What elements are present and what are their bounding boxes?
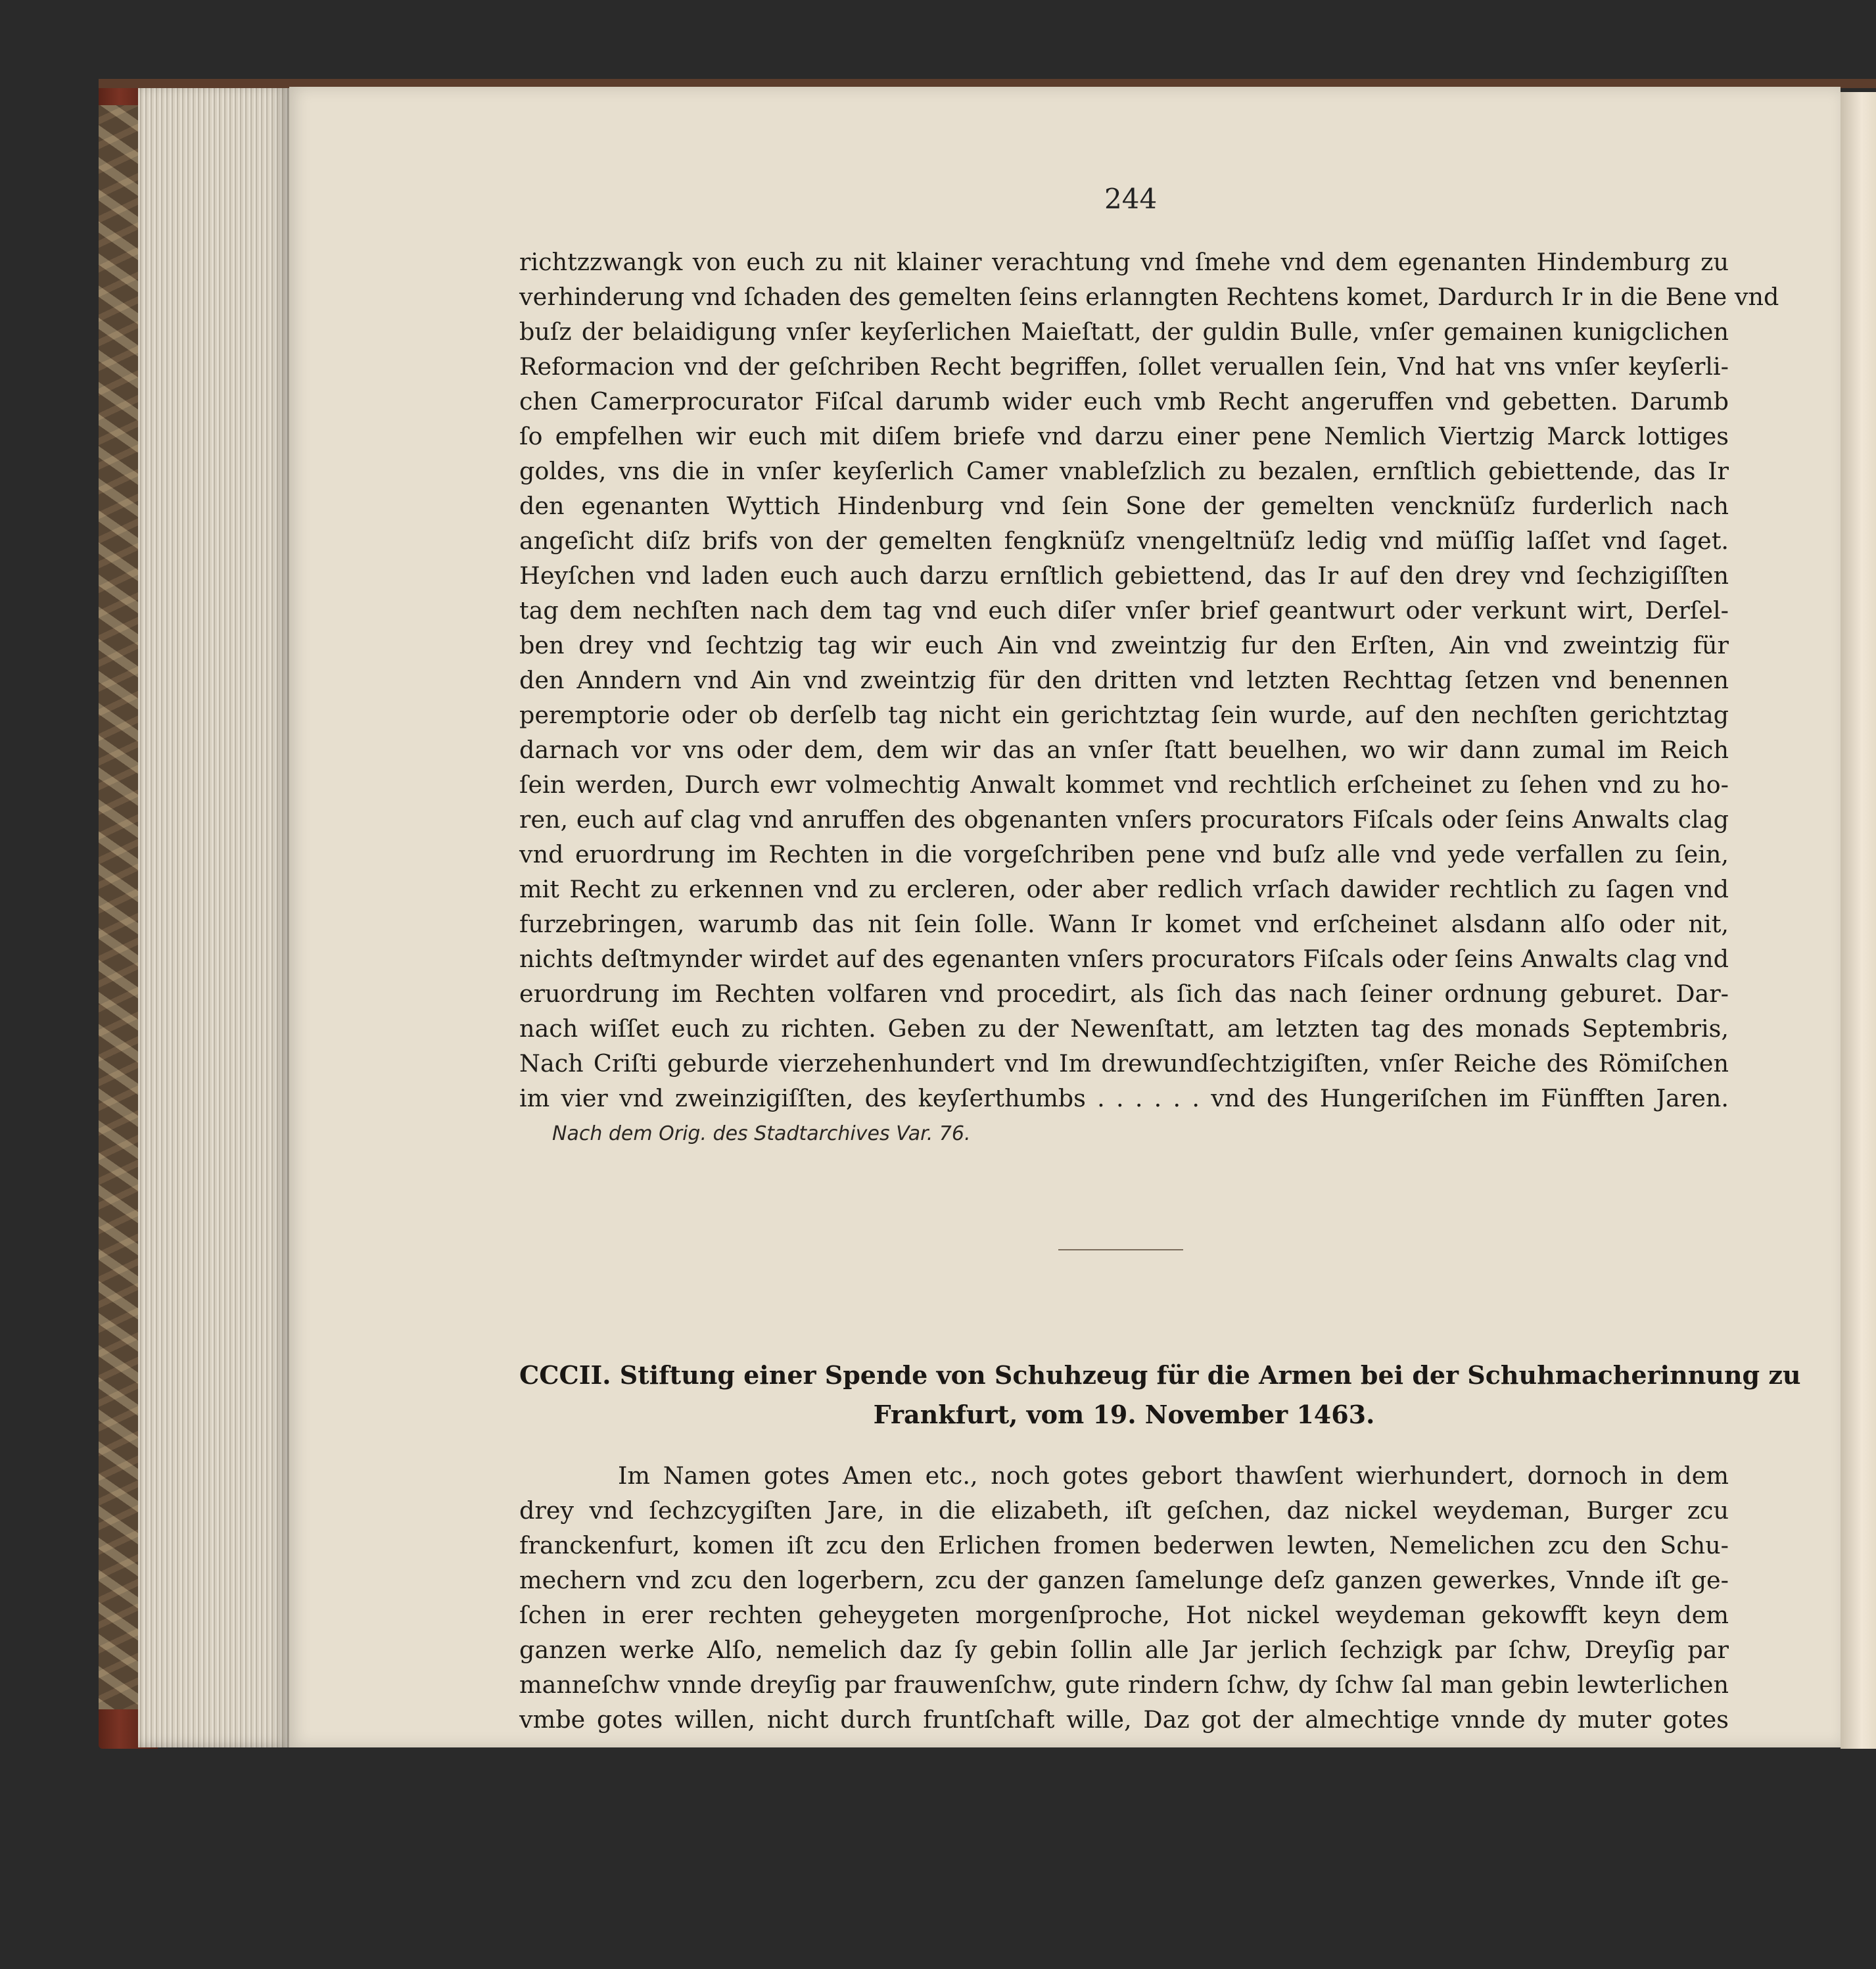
body-line: buſz der belaidigung vnſer keyſerlichen Maieſtatt, der guldin Bulle, vnſer gemainen kunigclichen bbox=[519, 318, 1729, 346]
body-line: tag dem nechſten nach dem tag vnd euch diſer vnſer brief geantwurt oder verkunt wirt, Derſel- bbox=[519, 596, 1729, 625]
body-line: franckenfurt, komen iſt zcu den Erlichen fromen bederwen lewten, Nemelichen zcu den Schu- bbox=[519, 1531, 1729, 1559]
body-line: furzebringen, warumb das nit ſein ſolle. Wann Ir komet vnd erſcheinet alsdann alſo oder nit, bbox=[519, 910, 1729, 938]
body-line: chen Camerprocurator Fiſcal darumb wider euch vmb Recht angeruffen vnd gebetten. Darumb bbox=[519, 387, 1729, 415]
body-line: den egenanten Wyttich Hindenburg vnd ſein Sone der gemelten vencknüſz furderlich nach bbox=[519, 492, 1729, 520]
body-line: ſchen in erer rechten geheygeten morgenſproche, Hot nickel weydeman gekowfft keyn dem bbox=[519, 1601, 1729, 1629]
body-line: peremptorie oder ob derſelb tag nicht ein gerichtztag ſein wurde, auf den nechſten gerichtztag bbox=[519, 701, 1729, 729]
heading-line-1: CCCII. Stiftung einer Spende von Schuhzeug für die Armen bei der Schuhmacherinnung zu bbox=[519, 1360, 1801, 1390]
body-line: ganzen werke Alſo, nemelich daz ſy gebin ſollin alle Jar jerlich ſechzigk par ſchw, Dreyſig par bbox=[519, 1636, 1729, 1664]
facing-page-edge bbox=[1841, 92, 1876, 1749]
body-line: mit Recht zu erkennen vnd zu ercleren, oder aber redlich vrſach dawider rechtlich zu ſagen vnd bbox=[519, 875, 1729, 903]
body-line: Nach Criſti geburde vierzehenhundert vnd Im drewundſechtzigiſten, vnſer Reiche des Römiſchen bbox=[519, 1049, 1729, 1078]
body-line: ren, euch auf clag vnd anruffen des obgenanten vnſers procurators Fiſcals oder ſeins Anwalts clag bbox=[519, 805, 1729, 834]
body-line: verhinderung vnd ſchaden des gemelten ſeins erlanngten Rechtens komet, Dardurch Ir in die Bene vnd bbox=[519, 283, 1779, 311]
body-line: richtzzwangk von euch zu nit klainer verachtung vnd ſmehe vnd dem egenanten Hindemburg zu bbox=[519, 248, 1729, 276]
body-line: nach wiſſet euch zu richten. Geben zu der Newenſtatt, am letzten tag des monads Septembris, bbox=[519, 1014, 1729, 1043]
body-line: nichts deſtmynder wirdet auf des egenanten vnſers procurators Fiſcals oder ſeins Anwalts clag vnd bbox=[519, 945, 1729, 973]
body-line: den Anndern vnd Ain vnd zweintzig für den dritten vnd letzten Rechttag ſetzen vnd benennen bbox=[519, 666, 1729, 694]
body-line: vnd eruordrung im Rechten in die vorgeſchriben pene vnd buſz alle vnd yede verfallen zu ſein, bbox=[519, 840, 1729, 868]
page-number: 244 bbox=[1104, 183, 1158, 215]
body-line: ſo empfelhen wir euch mit diſem briefe vnd darzu einer pene Nemlich Viertzig Marck lottiges bbox=[519, 422, 1729, 450]
body-line: angeſicht diſz brifs von der gemelten fengknüſz vnengeltnüſz ledig vnd müſſig laſſet vnd ſaget. bbox=[519, 527, 1729, 555]
body-line: Im Namen gotes Amen etc., noch gotes gebort thawſent wierhundert, dornoch in dem bbox=[618, 1461, 1729, 1490]
section-divider bbox=[1058, 1249, 1183, 1250]
body-line: eruordrung im Rechten volfaren vnd procedirt, als ſich das nach ſeiner ordnung geburet. Dar- bbox=[519, 980, 1729, 1008]
body-line: ſein werden, Durch ewr volmechtig Anwalt kommet vnd rechtlich erſcheinet zu ſehen vnd zu ho- bbox=[519, 771, 1729, 799]
body-line: goldes, vns die in vnſer keyſerlich Camer vnableſzlich zu bezalen, ernſtlich gebiettende, das Ir bbox=[519, 457, 1729, 485]
marbled-endpaper bbox=[99, 105, 138, 1709]
heading-line-2: Frankfurt, vom 19. November 1463. bbox=[873, 1400, 1375, 1429]
body-line: mechern vnd zcu den logerbern, zcu der ganzen ſamelunge deſz ganzen gewerkes, Vnnde iſt ge- bbox=[519, 1566, 1729, 1594]
section-heading bbox=[519, 1356, 1801, 1435]
page-edges bbox=[138, 84, 289, 1747]
body-line: drey vnd ſechzcygiſten Jare, in die elizabeth, iſt geſchen, daz nickel weydeman, Burger zcu bbox=[519, 1496, 1729, 1525]
source-note: Nach dem Orig. des Stadtarchives Var. 76. bbox=[552, 1122, 971, 1145]
document-body-2 bbox=[519, 1458, 1729, 1737]
body-line: Heyſchen vnd laden euch auch darzu ernſtlich gebiettend, das Ir auf den drey vnd ſechzigiſſten bbox=[519, 561, 1729, 590]
body-line: vmbe gotes willen, nicht durch fruntſchaft wille, Daz got der almechtige vnnde dy muter gotes bbox=[519, 1705, 1729, 1734]
document-body bbox=[519, 245, 1779, 1116]
body-line: darnach vor vns oder dem, dem wir das an vnſer ſtatt beuelhen, wo wir dann zumal im Reich bbox=[519, 736, 1729, 764]
body-line: Reformacion vnd der geſchriben Recht begriffen, ſollet veruallen ſein, Vnd hat vns vnſer keyſerli- bbox=[519, 352, 1729, 381]
body-line: manneſchw vnnde dreyſig par frauwenſchw, gute rindern ſchw, dy ſchw ſal man gebin lewterlichen bbox=[519, 1671, 1729, 1699]
body-line: ben drey vnd ſechtzig tag wir euch Ain vnd zweintzig fur den Erſten, Ain vnd zweintzig für bbox=[519, 631, 1729, 659]
body-line: im vier vnd zweinzigiſſten, des keyſerthumbs . . . . . . vnd des Hungeriſchen im Fünfften Jaren. bbox=[519, 1084, 1729, 1112]
